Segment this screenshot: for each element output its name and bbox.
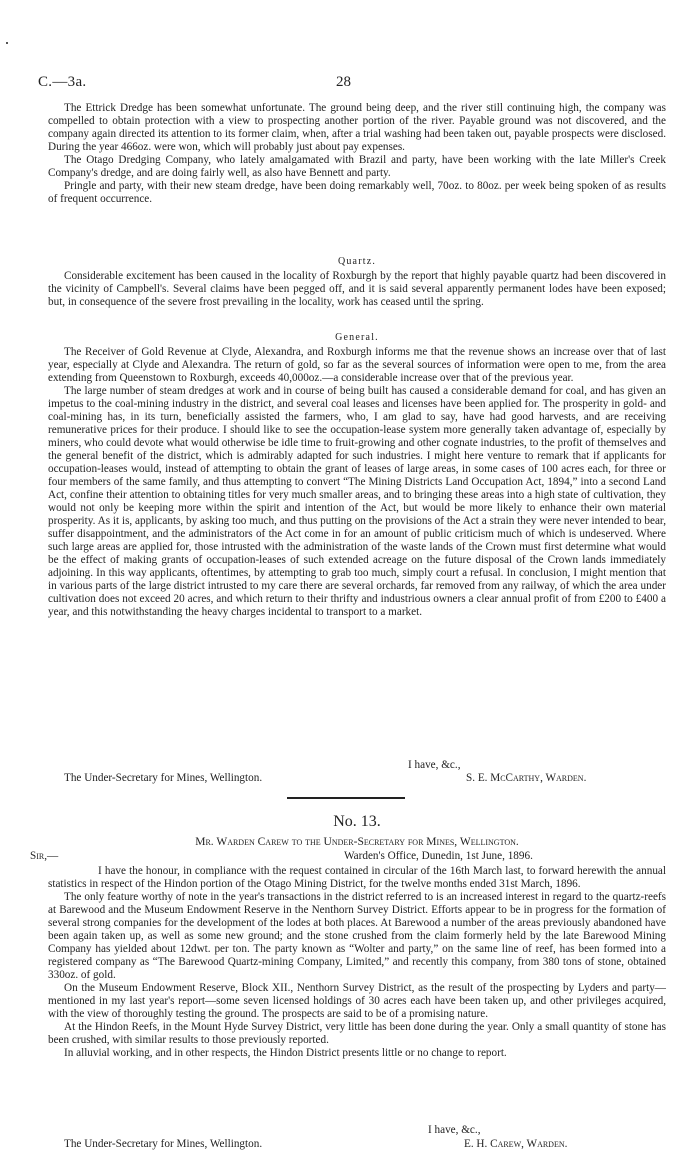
page-series-label: C.—3a.	[38, 74, 87, 90]
letter2-office-date: Warden's Office, Dunedin, 1st June, 1896.	[344, 850, 533, 862]
letter2-number: No. 13.	[333, 813, 381, 830]
paragraph-steam-dredges: The large number of steam dredges at work and in course of being built has caused a considerable demand for coal, and has given an impetus to the coal-mining industry in the district, and several coal leases and licenses have been applied for. The prosperity in gold- and coal-mining has, in its turn, beneficially assisted the farmers, who, I am glad to say, have had good harvests, and are receiving remunerative prices for their produce. I should like to see the occupation-lease system more generally taken advantage of, especially by miners, who could devote what would otherwise be idle time to fruit-growing and other cognate industries, to the profit of themselves and the general benefit of the district, which is admirably adapted for such industries. I might here venture to remark that if applicants for occupation-leases would, instead of attempting to obtain the grant of leases of large areas, in some cases of 100 acres each, for three or four members of the same family, and thus attempting to convert “The Mining Districts Land Occupation Act, 1894,” into a second Land Act, confine their attention to obtaining titles for very much smaller areas, and to bringing these areas into a high state of cultivation, they would not only be keeping more within the spirit and intention of the Act, but would be more likely to enhance their own material prosperity. As it is, applicants, by asking too much, and thus putting on the provisions of the Act a strain they were never intended to bear, suffer disappointment, and the administrators of the Act come in for an amount of public criticism much of which is undeserved. Where such large areas are applied for, those intrusted with the administration of the waste lands of the Crown must first determine what would be the effect of making grants of occupation-leases of such extended acreage on the future disposal of the Crown lands immediately adjoining. In this way applicants, oftentimes, by attempting to grab too much, simply court a refusal. In conclusion, I might mention that in various parts of the large district intrusted to my care there are several orchards, far removed from any railway, of which the area under cultivation does not exceed 20 acres, and which return to their thrifty and industrious owners a clear annual profit of from £200 to £400 a year, and this notwithstanding the heavy charges incidental to transport to a market.	[48, 385, 666, 618]
paragraph-statistics: I have the honour, in compliance with the request contained in circular of the 16th March last, to forward herewith the annual statistics in respect of the Hindon portion of the Otago Mining District, for the twelve months ended 31st March, 1896.	[48, 865, 666, 890]
letter2-signer: E. H. Carew, Warden.	[464, 1138, 568, 1150]
letter1-signoff-row	[48, 759, 666, 772]
letter2-address: Mr. Warden Carew to the Under-Secretary for Mines, Wellington.	[195, 836, 519, 848]
quartz-section	[48, 270, 666, 309]
letter2-signoff-row	[48, 1124, 666, 1137]
paragraph-alluvial: In alluvial working, and in other respects, the Hindon District presents little or no change to report.	[64, 1047, 507, 1059]
page-speck	[6, 42, 8, 44]
page-number: 28	[336, 74, 351, 90]
paragraph-barewood: The only feature worthy of note in the year's transactions in the district referred to is an increased interest in regard to the quartz-reefs at Barewood and the Museum Endowment Reserve in the Nenthorn Survey District. Efforts appear to be in progress for the formation of several strong companies for the development of the lodes at both places. At Barewood a number of the areas previously abandoned have been again taken up, as well as some new ground; and the stone crushed from the claim formerly held by the late Barewood Mining Company has yielded about 12dwt. per ton. The party known as “Wolter and party,” on the same line of reef, has been formed into a registered company as “The Barewood Quartz-mining Company, Limited,” and recently this company, from 380 tons of stone, obtained 330oz. of gold.	[48, 891, 666, 981]
paragraph-quartz: Considerable excitement has been caused in the locality of Roxburgh by the report that highly payable quartz had been discovered in the vicinity of Campbell's. Several claims have been pegged off, and it is said several apparently permanent lodes have been exposed; but, in consequence of the severe frost prevailing in the locality, work has ceased until the spring.	[48, 270, 666, 308]
heading-general: General.	[335, 332, 379, 343]
heading-quartz: Quartz.	[337, 256, 377, 267]
letter2-addressee: The Under-Secretary for Mines, Wellington.	[64, 1138, 263, 1150]
letter1-signer: S. E. McCarthy, Warden.	[466, 772, 587, 784]
letter2-salutation: Sir,—	[30, 850, 59, 862]
paragraph-pringle: Pringle and party, with their new steam dredge, have been doing remarkably well, 70oz. to 80oz. per week being spoken of as results of frequent occurrence.	[48, 180, 666, 205]
letter2-sign-off: I have, &c.,	[428, 1124, 481, 1136]
paragraph-revenue: The Receiver of Gold Revenue at Clyde, Alexandra, and Roxburgh informs me that the revenue shows an increase over that of last year, especially at Clyde and Alexandra. The return of gold, so far as the several sources of information were open to me, from the area extending from Queenstown to Roxburgh, exceeds 40,000oz.—a considerable increase over that of the previous year.	[48, 346, 666, 384]
letter1-sign-off: I have, &c.,	[408, 759, 461, 771]
letter2-signature-row	[48, 1138, 666, 1151]
letter1-signature-row	[48, 772, 666, 785]
letter2-body	[48, 865, 666, 1060]
section-divider	[287, 797, 405, 799]
letter1-addressee: The Under-Secretary for Mines, Wellington.	[64, 772, 263, 784]
paragraph-museum-reserve: On the Museum Endowment Reserve, Block XII., Nenthorn Survey District, as the result of the prospecting by Lyders and party—mentioned in my last year's report—some seven licensed holdings of 30 acres each have been taken up, and other privileges acquired, with the view of thoroughly testing the ground. The prospects are said to be of a promising nature.	[48, 982, 666, 1020]
dredging-section	[48, 102, 666, 206]
paragraph-otago-dredging: The Otago Dredging Company, who lately amalgamated with Brazil and party, have been working with the late Miller's Creek Company's dredge, and are doing fairly well, as also have Bennett and party.	[48, 154, 666, 179]
general-section	[48, 346, 666, 619]
paragraph-ettrick: The Ettrick Dredge has been somewhat unfortunate. The ground being deep, and the river still continuing high, the company was compelled to obtain protection with a view to prospecting another portion of the river. Payable ground was not discovered, and the company again directed its attention to its former claim, when, after a trial washing had been taken out, payable prospects were disclosed. During the year 466oz. were won, which will probably just about pay expenses.	[48, 102, 666, 153]
paragraph-hindon-reefs: At the Hindon Reefs, in the Mount Hyde Survey District, very little has been done during the year. Only a small quantity of stone has been crushed, with similar results to those previously reported.	[48, 1021, 666, 1046]
